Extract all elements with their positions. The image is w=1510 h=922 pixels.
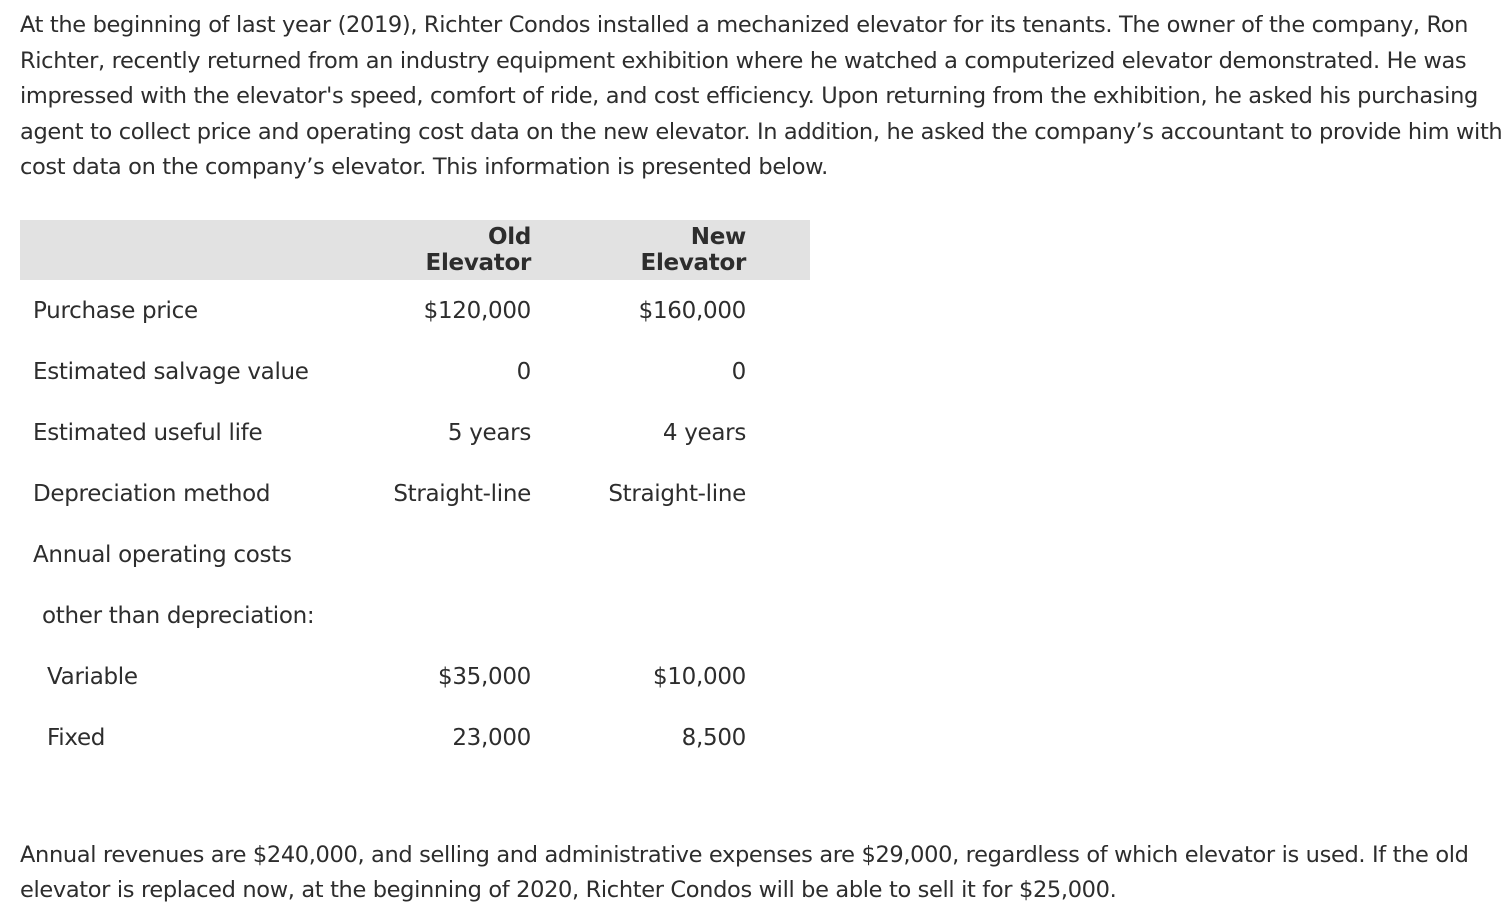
new-value: $10,000	[652, 663, 746, 690]
new-value	[592, 524, 746, 585]
row-label: Depreciation method	[33, 480, 271, 507]
old-value: 5 years	[447, 419, 531, 446]
old-value: $120,000	[423, 297, 531, 324]
old-value: 23,000	[452, 724, 531, 751]
row-label: Estimated useful life	[33, 419, 263, 446]
outro-paragraph: Annual revenues are $240,000, and selling and administrative expenses are $29,000, regardless of which elevator is used. If the old elevator is replaced now, at the beginning of 2020, Richter Condos will be able to sell it for $25,000.	[20, 842, 1469, 903]
row-label: Purchase price	[33, 297, 198, 324]
new-value	[592, 585, 746, 646]
old-value	[377, 524, 531, 585]
row-label: Annual operating costs	[33, 541, 292, 568]
row-label: Estimated salvage value	[33, 358, 309, 385]
new-value: Straight-line	[608, 480, 746, 507]
old-value: $35,000	[437, 663, 531, 690]
header-new-elevator: New Elevator	[640, 224, 746, 276]
row-label: Fixed	[47, 724, 106, 751]
new-value: 8,500	[681, 724, 746, 751]
new-value: 0	[731, 358, 746, 385]
new-value: $160,000	[638, 297, 746, 324]
old-value: Straight-line	[393, 480, 531, 507]
table-row	[20, 707, 810, 768]
header-label	[20, 220, 377, 280]
elevator-comparison-table	[20, 220, 810, 768]
old-value	[377, 585, 531, 646]
table-row	[20, 463, 810, 524]
header-old-elevator: Old Elevator	[425, 224, 531, 276]
old-value: 0	[516, 358, 531, 385]
row-label: other than depreciation:	[42, 602, 315, 629]
table-row	[20, 646, 810, 707]
table-row	[20, 280, 810, 341]
new-value: 4 years	[662, 419, 746, 446]
table-header-row	[20, 220, 810, 280]
intro-paragraph: At the beginning of last year (2019), Richter Condos installed a mechanized elevator for its tenants. The owner of the company, Ron Richter, recently returned from an industry equipment exhibition where he watched a computerized elevator demonstrated. He was impressed with the elevator's speed, comfort of ride, and cost efficiency. Upon returning from the exhibition, he asked his purchasing agent to collect price and operating cost data on the new elevator. In addition, he asked the company’s accountant to provide him with cost data on the company’s elevator. This information is presented below.	[20, 12, 1503, 180]
table-row	[20, 585, 810, 646]
table-row	[20, 524, 810, 585]
row-label: Variable	[47, 663, 138, 690]
table-row	[20, 341, 810, 402]
table-row	[20, 402, 810, 463]
